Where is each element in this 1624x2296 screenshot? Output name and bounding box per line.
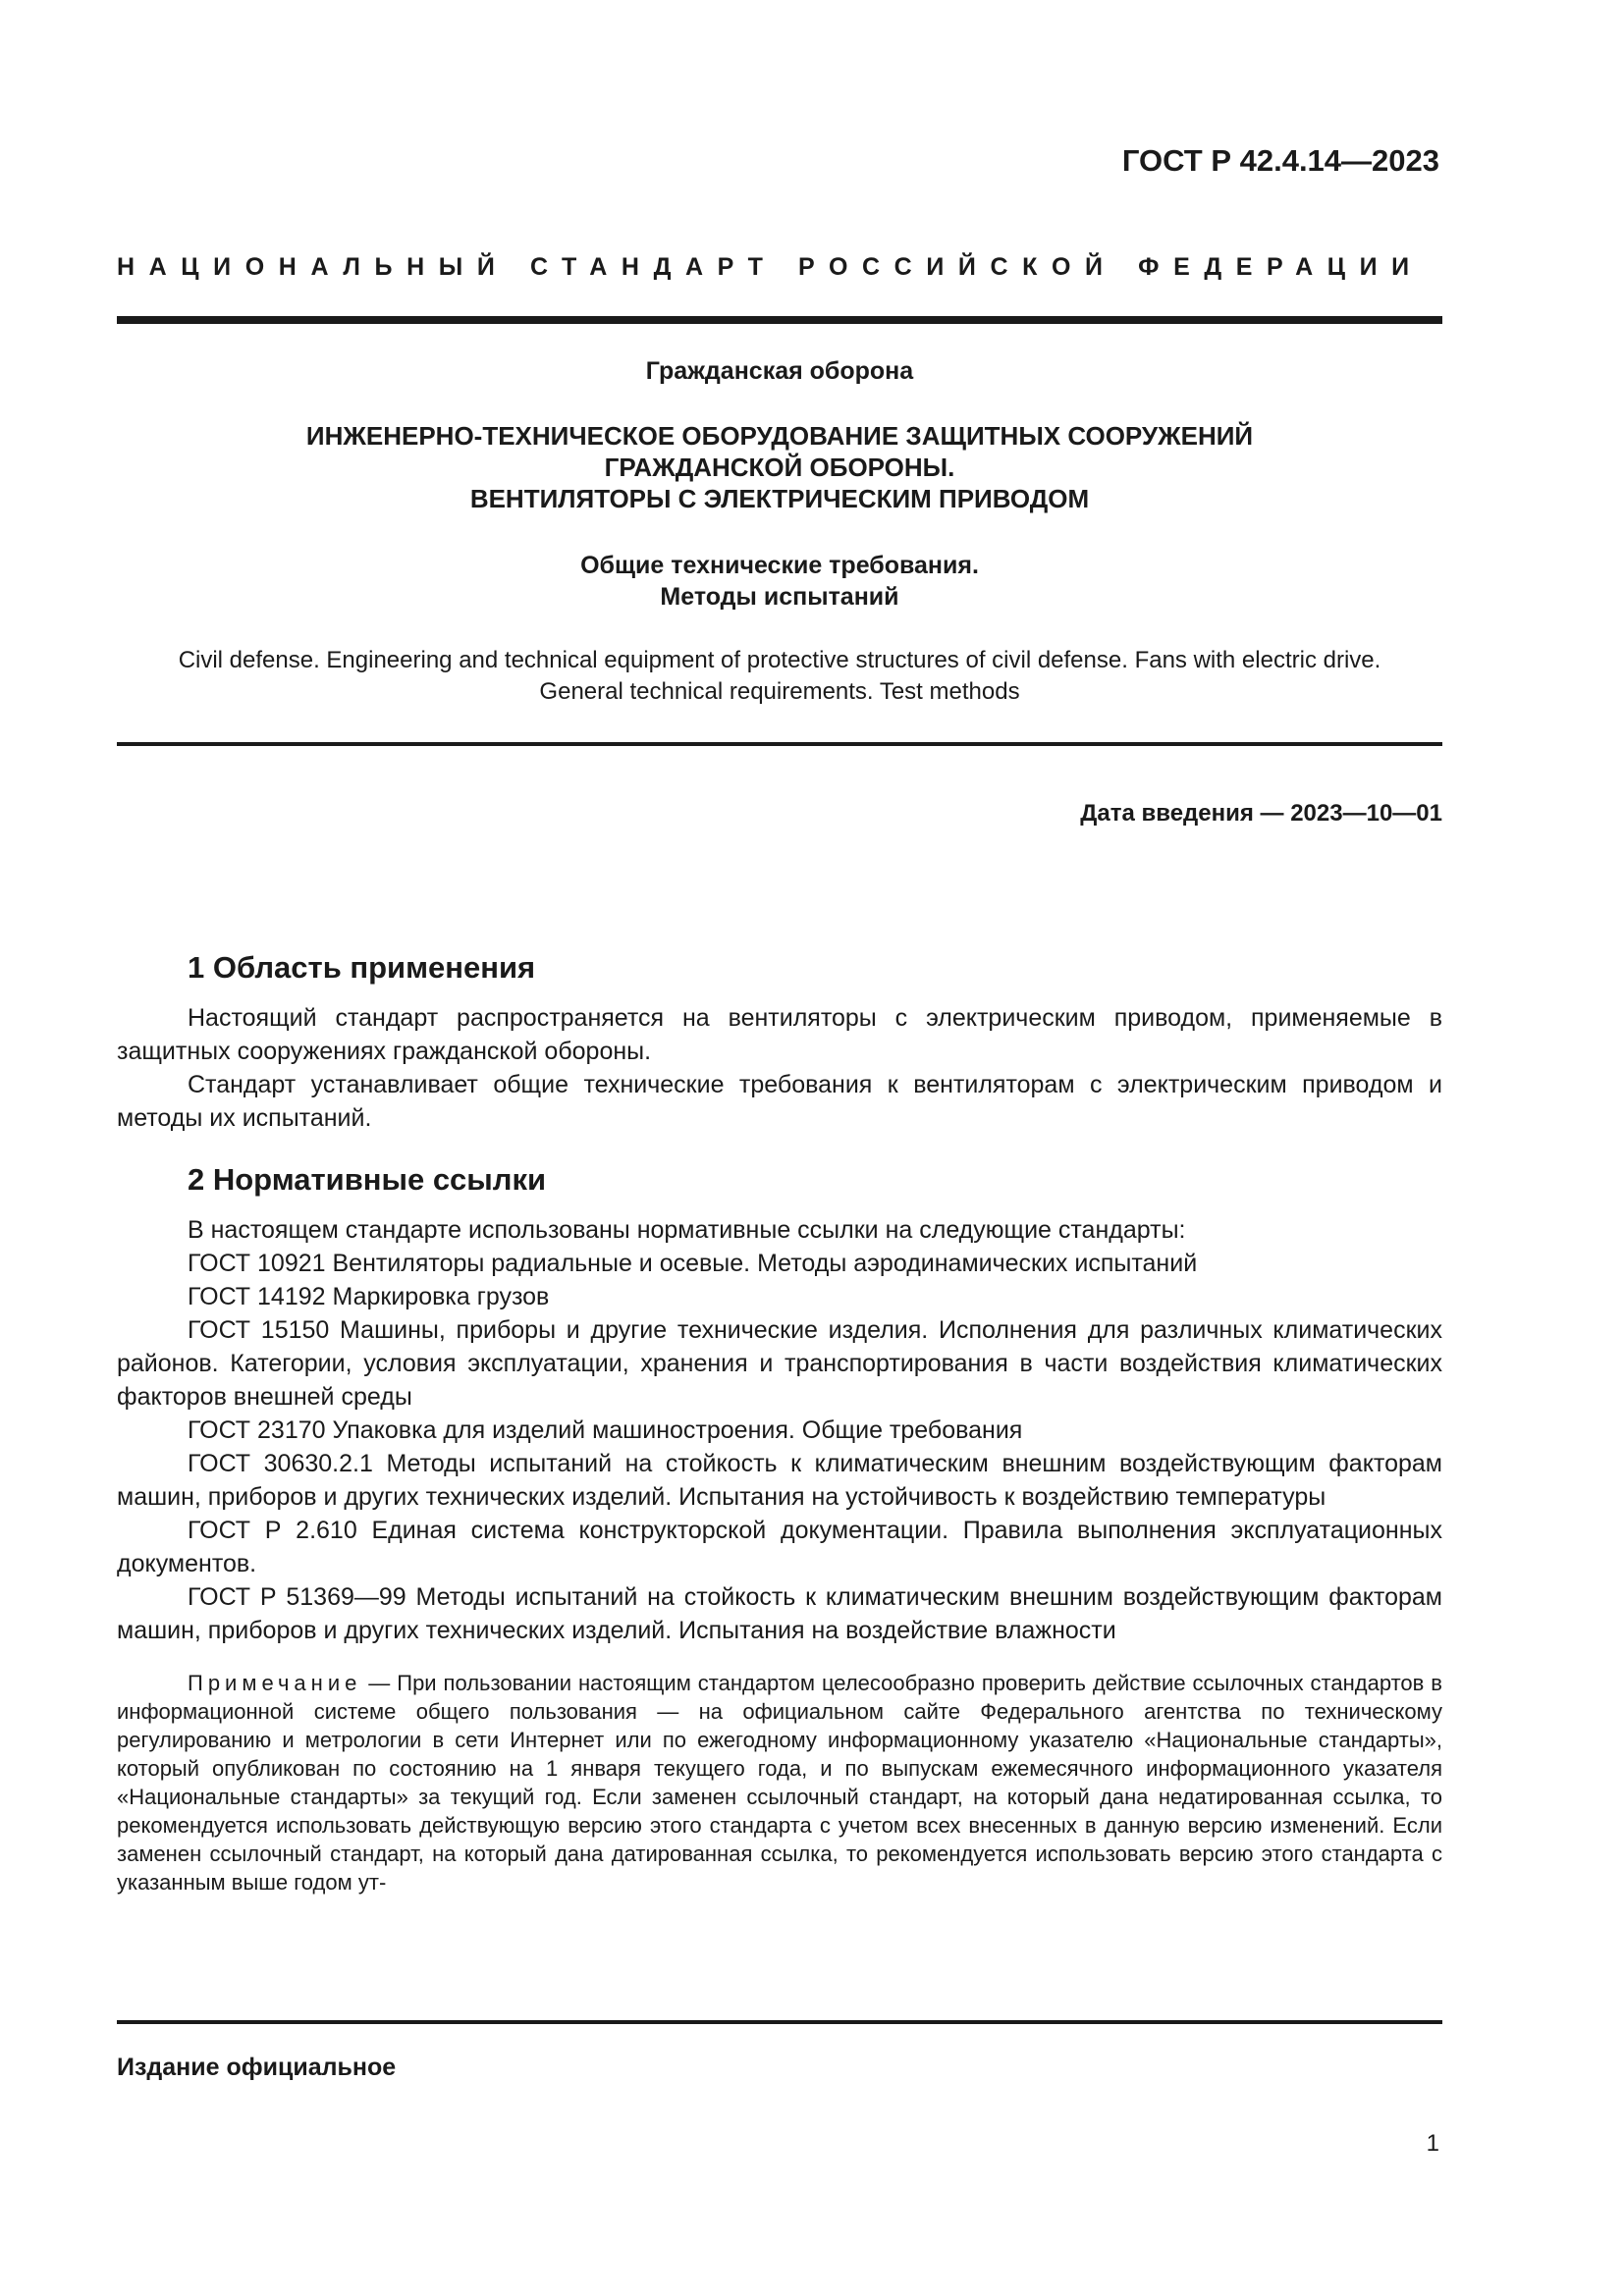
main-title-line: ГРАЖДАНСКОЙ ОБОРОНЫ. — [604, 453, 955, 482]
title-divider — [117, 742, 1442, 746]
paragraph: Настоящий стандарт распространяется на вентиляторы с электрическим приводом, применяемые в защитных сооружениях гражданской обороны. — [117, 1004, 1442, 1065]
reference-list — [117, 1247, 1442, 1647]
reference-item: ГОСТ 14192 Маркировка грузов — [188, 1283, 550, 1310]
english-title-line: Civil defense. Engineering and technical equipment of protective structures of civil defense. Fans with electric drive. — [178, 647, 1381, 673]
reference-item: ГОСТ 15150 Машины, приборы и другие технические изделия. Исполнения для различных климатических районов. Категории, условия эксплуатации, хранения и транспортирования в части воздействия климатических факторов внешней среды — [117, 1316, 1442, 1411]
footer-divider — [117, 2020, 1442, 2024]
main-title-line: ВЕНТИЛЯТОРЫ С ЭЛЕКТРИЧЕСКИМ ПРИВОДОМ — [469, 484, 1090, 513]
section-heading-scope: 1 Область применения — [188, 950, 536, 985]
document-number: ГОСТ Р 42.4.14—2023 — [1121, 143, 1439, 178]
section-heading-references: 2 Нормативные ссылки — [188, 1162, 547, 1197]
note — [117, 1669, 1442, 1896]
topic-title: Гражданская оборона — [645, 357, 914, 385]
english-title — [117, 645, 1442, 708]
official-edition-label: Издание официальное — [117, 2054, 397, 2081]
header-divider — [117, 316, 1442, 324]
english-title-line: General technical requirements. Test methods — [539, 678, 1020, 705]
document-body — [117, 948, 1442, 1896]
paragraph: Стандарт устанавливает общие технические требования к вентиляторам с электрическим приводом и методы их испытаний. — [117, 1071, 1442, 1132]
references-intro: В настоящем стандарте использованы нормативные ссылки на следующие стандарты: — [188, 1216, 1186, 1244]
reference-item: ГОСТ 30630.2.1 Методы испытаний на стойкость к климатическим внешним воздействующим факторам машин, приборов и других технических изделий. Испытания на устойчивость к воздействию температуры — [117, 1450, 1442, 1511]
reference-item: ГОСТ 23170 Упаковка для изделий машиностроения. Общие требования — [188, 1416, 1023, 1444]
reference-item: ГОСТ Р 51369—99 Методы испытаний на стойкость к климатическим внешним воздействующим факторам машин, приборов и других технических изделий. Испытания на воздействие влажности — [117, 1583, 1442, 1644]
subtitle — [117, 550, 1442, 613]
note-text: — При пользовании настоящим стандартом целесообразно проверить действие ссылочных стандартов в информационной системе общего пользования — на официальном сайте Федерального агентства по техническому регулированию и метрологии в сети Интернет или по ежегодному информационному указателю «Национальные стандарты», который опубликован по состоянию на 1 января текущего года, и по выпускам ежемесячного информационного указателя «Национальные стандарты» за текущий год. Если заменен ссылочный стандарт, на который дана недатированная ссылка, то рекомендуется использовать действующую версию этого стандарта с учетом всех внесенных в данную версию изменений. Если заменен ссылочный стандарт, на который дана датированная ссылка, то рекомендуется использовать версию этого стандарта с указанным выше годом ут- — [117, 1671, 1442, 1895]
subtitle-line: Методы испытаний — [660, 583, 899, 611]
note-label: Примечание — [188, 1671, 362, 1695]
reference-item: ГОСТ 10921 Вентиляторы радиальные и осевые. Методы аэродинамических испытаний — [188, 1250, 1198, 1277]
main-title — [117, 420, 1442, 514]
subtitle-line: Общие технические требования. — [580, 552, 979, 579]
page-number: 1 — [1426, 2130, 1439, 2157]
reference-item: ГОСТ Р 2.610 Единая система конструкторской документации. Правила выполнения эксплуатационных документов. — [117, 1517, 1442, 1577]
main-title-line: ИНЖЕНЕРНО-ТЕХНИЧЕСКОЕ ОБОРУДОВАНИЕ ЗАЩИТНЫХ СООРУЖЕНИЙ — [305, 421, 1254, 451]
effective-date: Дата введения — 2023—10—01 — [1080, 800, 1442, 827]
national-standard-banner: НАЦИОНАЛЬНЫЙ СТАНДАРТ РОССИЙСКОЙ ФЕДЕРАЦИИ — [117, 253, 1424, 281]
